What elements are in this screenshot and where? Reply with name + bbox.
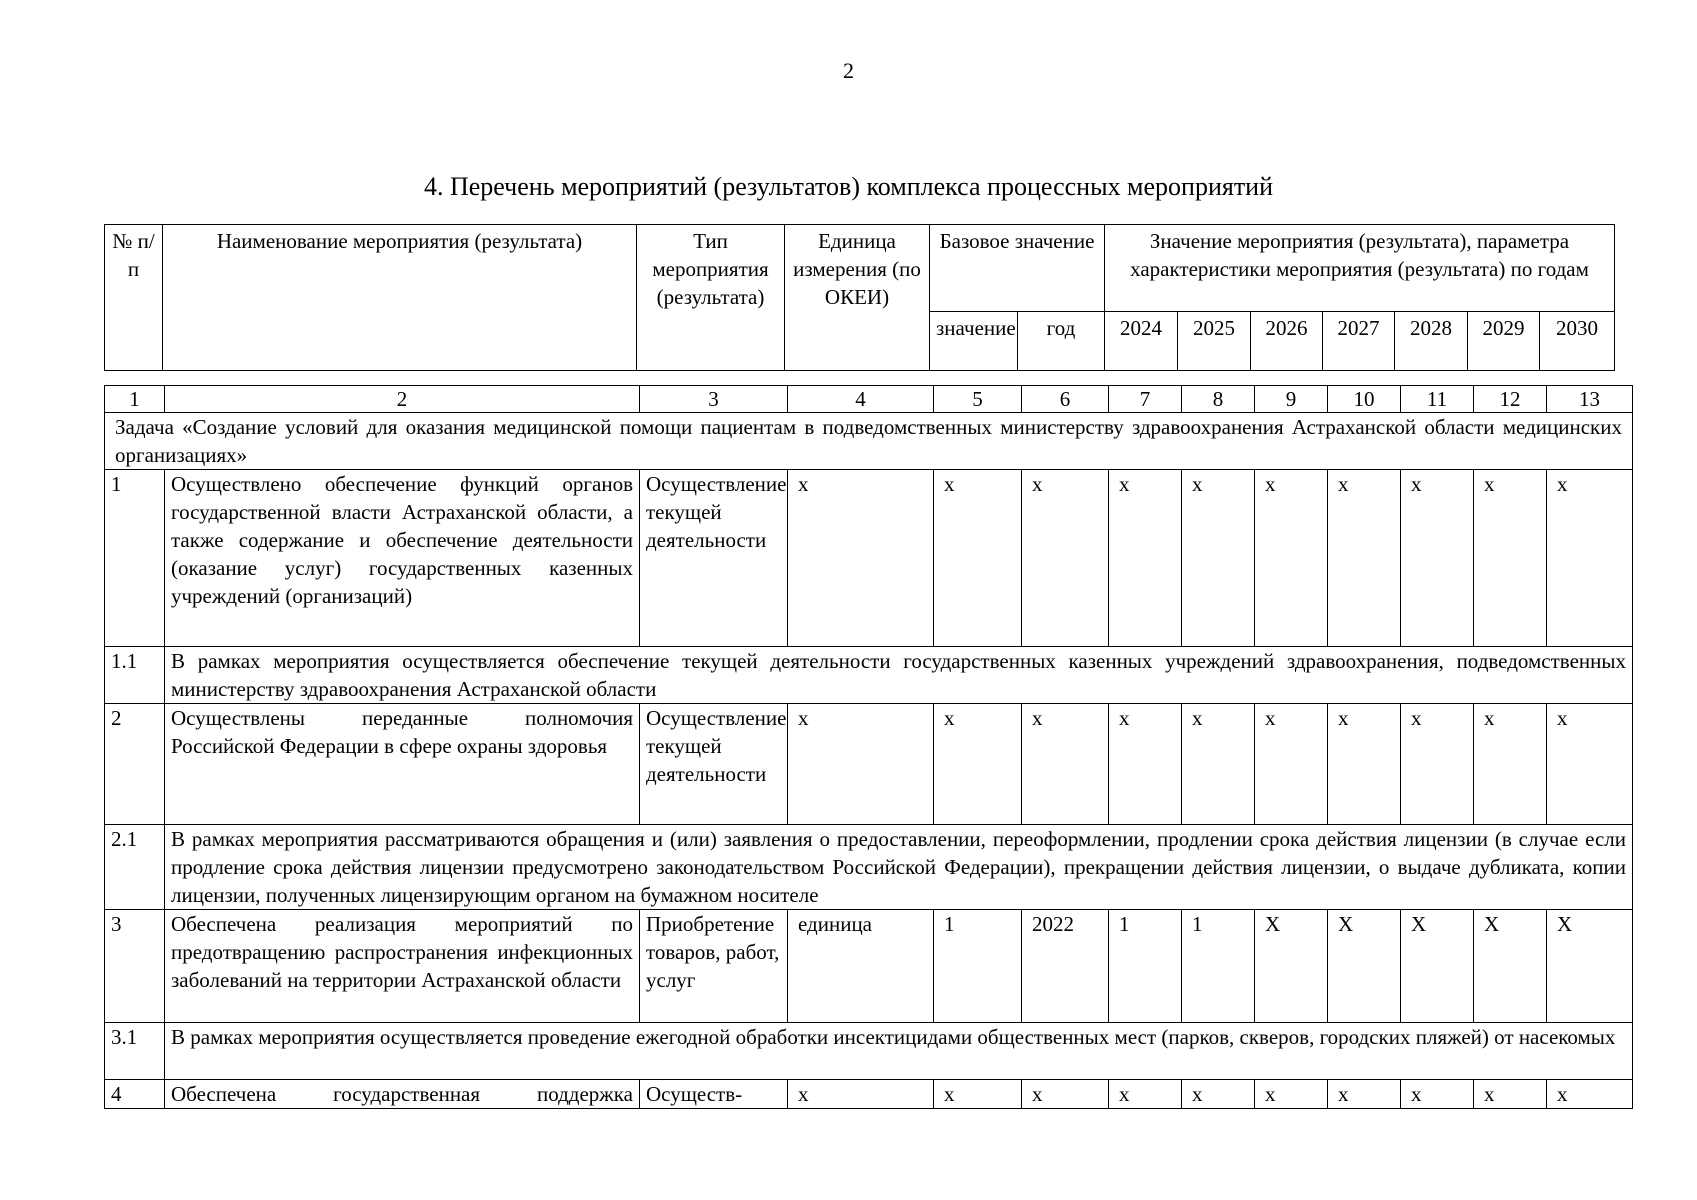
row-year-value: х <box>1109 704 1182 825</box>
header-year: 2025 <box>1178 312 1251 371</box>
note-row <box>105 1023 1633 1080</box>
header-base-value: значение <box>930 312 1018 371</box>
column-number: 5 <box>934 386 1022 413</box>
column-number: 10 <box>1328 386 1401 413</box>
row-num: 1 <box>105 470 165 647</box>
column-number: 9 <box>1255 386 1328 413</box>
row-year-value: 1 <box>1182 910 1255 1023</box>
row-year-value: 1 <box>1109 910 1182 1023</box>
row-note: В рамках мероприятия осуществляется обеспечение текущей деятельности государственных казенных учреждений здравоохранения, подведомственных министерству здравоохранения Астраханской области <box>165 647 1633 704</box>
row-year-value: х <box>1255 1080 1328 1109</box>
header-base-year: год <box>1018 312 1105 371</box>
row-year-value: х <box>1255 470 1328 647</box>
row-unit: х <box>788 704 934 825</box>
row-name: Осуществлены переданные полномочия Российской Федерации в сфере охраны здоровья <box>165 704 640 825</box>
task-text: Задача «Создание условий для оказания медицинской помощи пациентам в подведомственных министерству здравоохранения Астраханской области медицинских организациях» <box>105 413 1633 470</box>
row-base-year: 2022 <box>1022 910 1109 1023</box>
column-number: 11 <box>1401 386 1474 413</box>
row-name: Обеспечена реализация мероприятий по предотвращению распространения инфекционных заболеваний на территории Астраханской области <box>165 910 640 1023</box>
note-row <box>105 825 1633 910</box>
row-base-year: х <box>1022 1080 1109 1109</box>
row-base-year: х <box>1022 704 1109 825</box>
header-year: 2029 <box>1468 312 1540 371</box>
row-year-value: х <box>1547 470 1633 647</box>
row-year-value: х <box>1328 470 1401 647</box>
table-row <box>105 470 1633 647</box>
column-number: 2 <box>165 386 640 413</box>
row-year-value: х <box>1328 704 1401 825</box>
row-year-value: х <box>1401 470 1474 647</box>
row-num: 4 <box>105 1080 165 1109</box>
row-year-value: х <box>1109 1080 1182 1109</box>
row-base-value: 1 <box>934 910 1022 1023</box>
header-type: Тип мероприятия (результата) <box>637 225 785 371</box>
table-row <box>105 910 1633 1023</box>
header-values: Значение мероприятия (результата), параметра характеристики мероприятия (результата) по годам <box>1105 225 1615 312</box>
header-year: 2026 <box>1251 312 1323 371</box>
row-unit: единица <box>788 910 934 1023</box>
body-table <box>104 385 1633 1109</box>
column-number: 3 <box>640 386 788 413</box>
table-row <box>105 1080 1633 1109</box>
row-type: Осуществ- <box>640 1080 788 1109</box>
header-year: 2027 <box>1323 312 1395 371</box>
row-num: 1.1 <box>105 647 165 704</box>
row-year-value: х <box>1547 1080 1633 1109</box>
header-name: Наименование мероприятия (результата) <box>163 225 637 371</box>
row-year-value: х <box>1401 704 1474 825</box>
row-year-value: Х <box>1547 910 1633 1023</box>
row-type: Осуществление текущей деятельности <box>640 704 788 825</box>
column-number: 7 <box>1109 386 1182 413</box>
row-note: В рамках мероприятия осуществляется проведение ежегодной обработки инсектицидами общественных мест (парков, скверов, городских пляжей) от насекомых <box>165 1023 1633 1080</box>
row-year-value: х <box>1474 704 1547 825</box>
row-base-value: х <box>934 470 1022 647</box>
header-unit: Единица измерения (по ОКЕИ) <box>785 225 930 371</box>
column-number: 4 <box>788 386 934 413</box>
row-year-value: х <box>1401 1080 1474 1109</box>
header-table <box>104 224 1615 371</box>
row-num: 2 <box>105 704 165 825</box>
table-row <box>105 704 1633 825</box>
row-base-year: х <box>1022 470 1109 647</box>
row-unit: х <box>788 1080 934 1109</box>
row-base-value: х <box>934 1080 1022 1109</box>
section-title: 4. Перечень мероприятий (результатов) комплекса процессных мероприятий <box>423 172 1274 201</box>
row-year-value: х <box>1182 1080 1255 1109</box>
column-number-row <box>105 386 1633 413</box>
row-year-value: х <box>1182 704 1255 825</box>
header-year: 2024 <box>1105 312 1178 371</box>
row-year-value: х <box>1474 1080 1547 1109</box>
row-year-value: х <box>1547 704 1633 825</box>
row-num: 3.1 <box>105 1023 165 1080</box>
row-num: 2.1 <box>105 825 165 910</box>
row-year-value: Х <box>1328 910 1401 1023</box>
row-note: В рамках мероприятия рассматриваются обращения и (или) заявления о предоставлении, переоформлении, продлении срока действия лицензии (в случае если продление срока действия лицензии предусмотрено законодательством Российской Федерации), прекращении действия лицензии, о выдаче дубликата, копии лицензии, полученных лицензирующим органом на бумажном носителе <box>165 825 1633 910</box>
row-type: Приобретение товаров, работ, услуг <box>640 910 788 1023</box>
column-number: 13 <box>1547 386 1633 413</box>
column-number: 12 <box>1474 386 1547 413</box>
column-number: 8 <box>1182 386 1255 413</box>
row-name: Осуществлено обеспечение функций органов государственной власти Астраханской области, а также содержание и обеспечение деятельности (оказание услуг) государственных казенных учреждений (организаций) <box>165 470 640 647</box>
column-number: 1 <box>105 386 165 413</box>
task-row <box>105 413 1633 470</box>
row-year-value: х <box>1109 470 1182 647</box>
header-year: 2028 <box>1395 312 1468 371</box>
row-name: Обеспечена государственная поддержка <box>165 1080 640 1109</box>
row-year-value: х <box>1255 704 1328 825</box>
row-year-value: Х <box>1401 910 1474 1023</box>
row-year-value: Х <box>1255 910 1328 1023</box>
row-base-value: х <box>934 704 1022 825</box>
column-number: 6 <box>1022 386 1109 413</box>
row-type: Осуществление текущей деятельности <box>640 470 788 647</box>
row-year-value: х <box>1474 470 1547 647</box>
row-year-value: х <box>1328 1080 1401 1109</box>
header-num: № п/п <box>105 225 163 371</box>
row-year-value: Х <box>1474 910 1547 1023</box>
header-base: Базовое значение <box>930 225 1105 312</box>
row-num: 3 <box>105 910 165 1023</box>
row-unit: х <box>788 470 934 647</box>
page-number: 2 <box>843 58 854 83</box>
row-year-value: х <box>1182 470 1255 647</box>
note-row <box>105 647 1633 704</box>
header-year: 2030 <box>1540 312 1615 371</box>
